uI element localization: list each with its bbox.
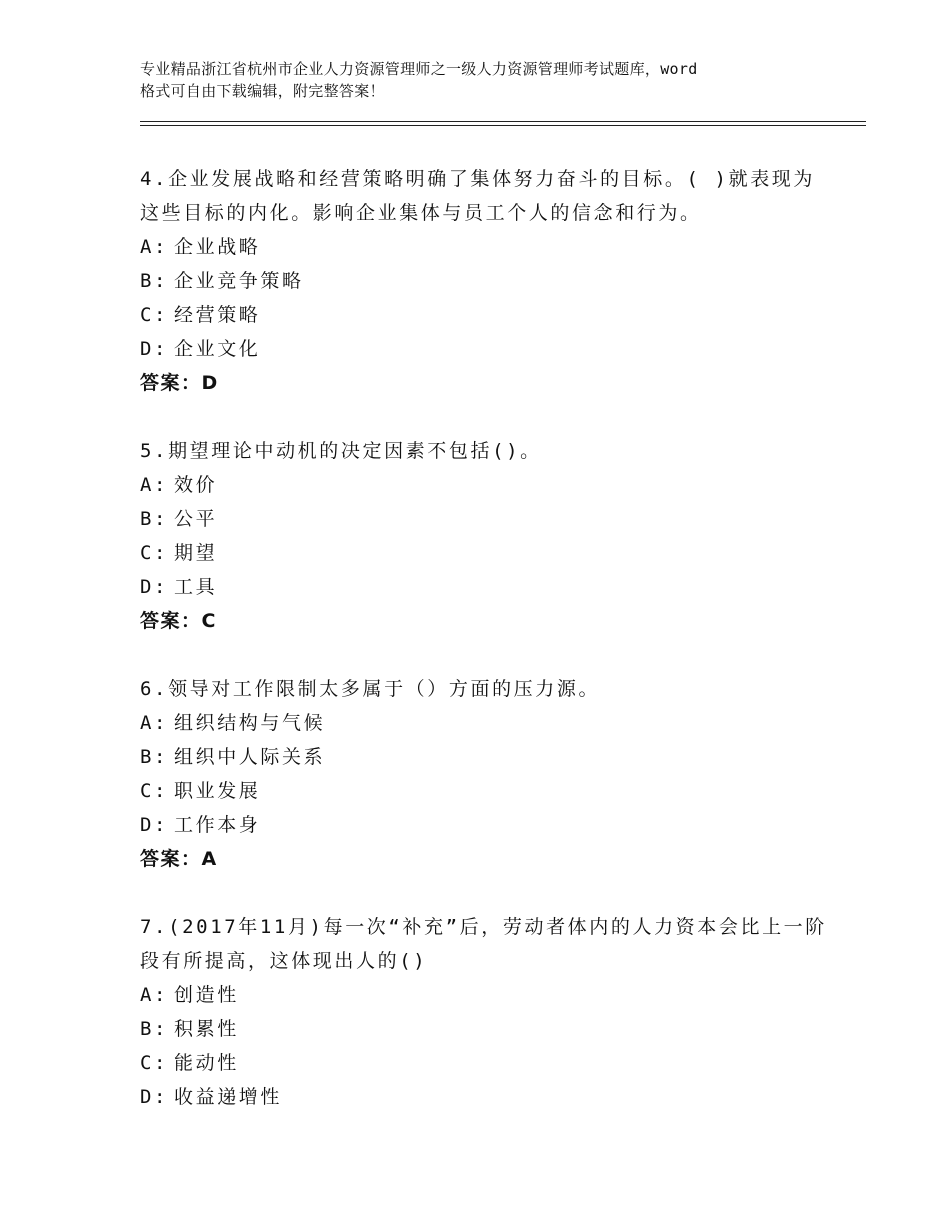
answer-line: 答案：C — [140, 610, 217, 632]
header-line-1: 专业精品浙江省杭州市企业人力资源管理师之一级人力资源管理师考试题库，word — [140, 60, 698, 78]
option-d — [140, 332, 830, 366]
option-b — [140, 502, 830, 536]
option-text: 经营策略 — [174, 304, 261, 326]
option-text: 工具 — [174, 576, 218, 598]
option-text: 公平 — [174, 508, 218, 530]
option-text: 收益递增性 — [174, 1086, 283, 1108]
answer-line: 答案：A — [140, 848, 218, 870]
option-key: C: — [140, 542, 169, 564]
option-b — [140, 740, 830, 774]
option-key: C: — [140, 780, 169, 802]
option-key: B: — [140, 508, 169, 530]
option-key: C: — [140, 1052, 169, 1074]
question-4 — [140, 162, 830, 400]
option-b — [140, 1012, 830, 1046]
option-text: 工作本身 — [174, 814, 261, 836]
option-key: D: — [140, 1086, 169, 1108]
option-c — [140, 536, 830, 570]
option-text: 企业竞争策略 — [174, 270, 304, 292]
option-text: 组织结构与气候 — [174, 712, 326, 734]
question-7 — [140, 910, 830, 1114]
option-key: D: — [140, 814, 169, 836]
option-a — [140, 978, 830, 1012]
option-a — [140, 706, 830, 740]
option-text: 能动性 — [174, 1052, 239, 1074]
question-6 — [140, 672, 830, 876]
option-text: 积累性 — [174, 1018, 239, 1040]
question-5 — [140, 434, 830, 638]
option-a — [140, 468, 830, 502]
option-a — [140, 230, 830, 264]
option-c — [140, 774, 830, 808]
option-text: 企业战略 — [174, 236, 261, 258]
option-key: B: — [140, 270, 169, 292]
option-key: C: — [140, 304, 169, 326]
option-key: D: — [140, 576, 169, 598]
answer-line: 答案：D — [140, 372, 219, 394]
option-b — [140, 264, 830, 298]
option-key: A: — [140, 984, 169, 1006]
option-c — [140, 298, 830, 332]
question-stem: 5.期望理论中动机的决定因素不包括()。 — [140, 440, 542, 462]
header-line-2: 格式可自由下载编辑，附完整答案！ — [140, 82, 385, 100]
question-stem: 7.(2017年11月)每一次“补充”后，劳动者体内的人力资本会比上一阶段有所提高，这体现出人的() — [140, 916, 827, 972]
option-d — [140, 570, 830, 604]
option-text: 创造性 — [174, 984, 239, 1006]
option-text: 组织中人际关系 — [174, 746, 326, 768]
option-key: A: — [140, 236, 169, 258]
question-stem: 4.企业发展战略和经营策略明确了集体努力奋斗的目标。( )就表现为这些目标的内化。影响企业集体与员工个人的信念和行为。 — [140, 168, 815, 224]
option-key: B: — [140, 1018, 169, 1040]
option-key: B: — [140, 746, 169, 768]
option-text: 企业文化 — [174, 338, 261, 360]
option-text: 职业发展 — [174, 780, 261, 802]
question-list — [140, 162, 830, 1148]
option-key: D: — [140, 338, 169, 360]
option-c — [140, 1046, 830, 1080]
option-d — [140, 1080, 830, 1114]
question-stem: 6.领导对工作限制太多属于（）方面的压力源。 — [140, 678, 601, 700]
option-text: 效价 — [174, 474, 218, 496]
option-d — [140, 808, 830, 842]
option-text: 期望 — [174, 542, 218, 564]
document-header — [140, 58, 840, 102]
header-rule-bottom — [140, 125, 866, 126]
header-rule-top — [140, 121, 866, 122]
option-key: A: — [140, 712, 169, 734]
option-key: A: — [140, 474, 169, 496]
